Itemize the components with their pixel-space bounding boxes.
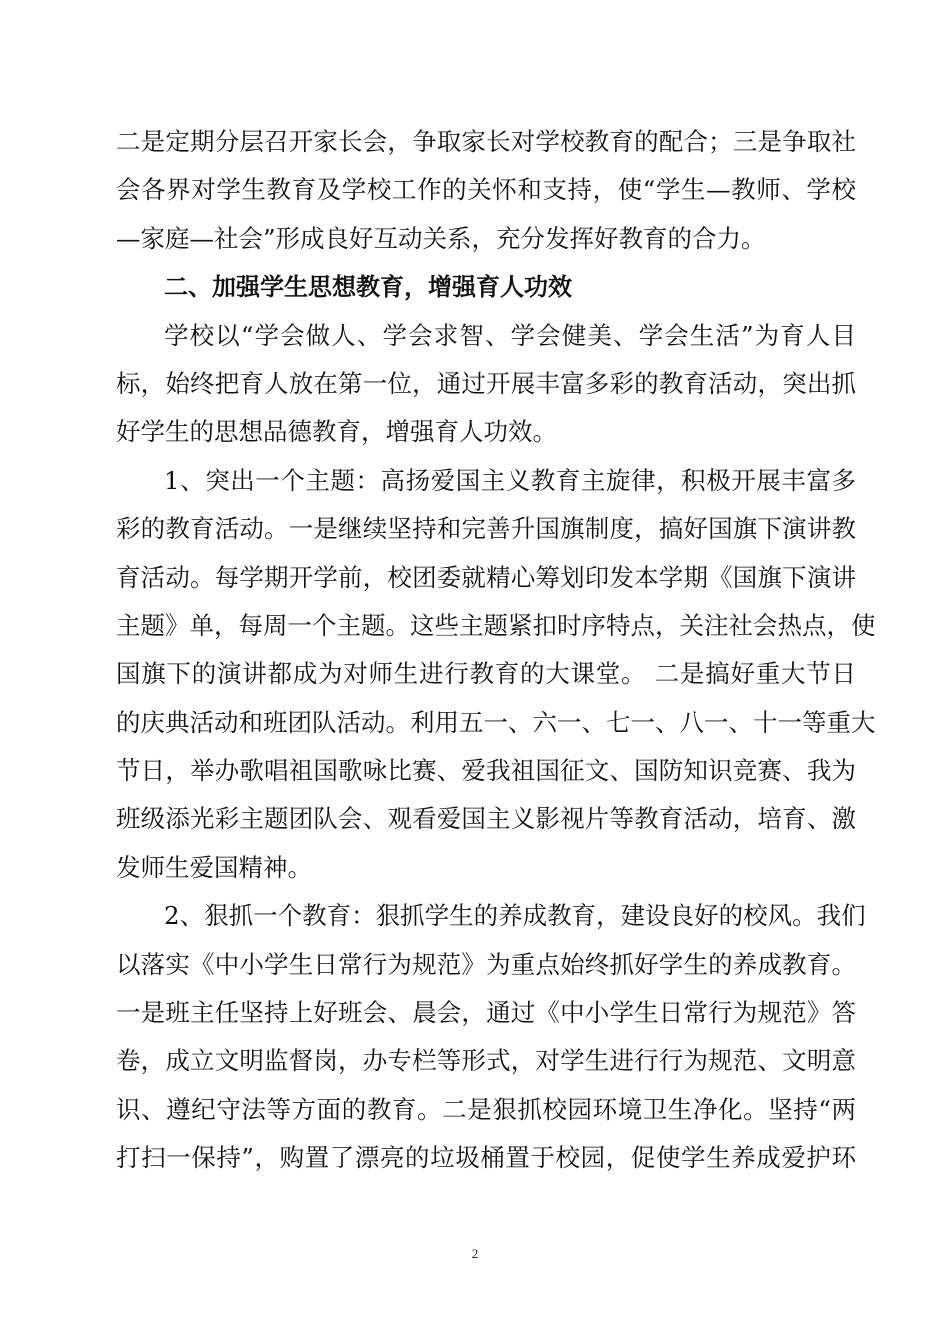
- body-text-line: 主题》单，每周一个主题。这些主题紧扣时序特点，关注社会热点，使: [116, 610, 876, 640]
- body-text-line: 以落实《中小学生日常行为规范》为重点始终抓好学生的养成教育。: [116, 949, 856, 979]
- body-text-line: 卷，成立文明监督岗，办专栏等形式，对学生进行行为规范、文明意: [116, 1046, 856, 1076]
- body-text-line: —家庭—社会”形成良好互动关系，充分发挥好教育的合力。: [116, 223, 766, 253]
- body-text-line: 国旗下的演讲都成为对师生进行教育的大课堂。 二是搞好重大节日: [116, 659, 856, 689]
- body-text-line: 二是定期分层召开家长会，争取家长对学校教育的配合；三是争取社: [116, 127, 856, 156]
- body-text-line: 彩的教育活动。一是继续坚持和完善升国旗制度，搞好国旗下演讲教: [116, 514, 856, 544]
- body-text-line: 标，始终把育人放在第一位，通过开展丰富多彩的教育活动，突出抓: [116, 368, 856, 398]
- body-text-line: 发师生爱国精神。: [116, 852, 312, 882]
- body-text-line: 打扫一保持”，购置了漂亮的垃圾桶置于校园，促使学生养成爱护环: [116, 1143, 856, 1173]
- page-number: 2: [471, 1246, 479, 1261]
- body-text-line: 育活动。每学期开学前，校团委就精心筹划印发本学期《国旗下演讲: [116, 562, 856, 592]
- body-text-line: 识、遵纪守法等方面的教育。二是狠抓校园环境卫生净化。坚持“两: [116, 1094, 856, 1124]
- paragraph-first-line: 学校以“学会做人、学会求智、学会健美、学会生活”为育人目: [164, 320, 856, 350]
- document-page: [116, 118, 876, 1183]
- body-text-line: 节日，举办歌唱祖国歌咏比赛、爱我祖国征文、国防知识竞赛、我为: [116, 756, 856, 786]
- paragraph-first-line: 1、突出一个主题：高扬爱国主义教育主旋律，积极开展丰富多: [164, 465, 856, 495]
- body-text-line: 好学生的思想品德教育，增强育人功效。: [116, 417, 557, 447]
- paragraph-first-line: 2、狠抓一个教育：狠抓学生的养成教育，建设良好的校风。我们: [164, 901, 866, 931]
- body-text-line: 的庆典活动和班团队活动。利用五一、六一、七一、八一、十一等重大: [116, 707, 876, 737]
- body-text-line: 班级添光彩主题团队会、观看爱国主义影视片等教育活动，培育、激: [116, 804, 856, 834]
- body-text-line: 会各界对学生教育及学校工作的关怀和支持，使“学生—教师、学校: [116, 175, 856, 205]
- section-heading: 二、加强学生思想教育，增强育人功效: [164, 273, 572, 302]
- body-text-line: 一是班主任坚持上好班会、晨会，通过《中小学生日常行为规范》答: [116, 998, 856, 1028]
